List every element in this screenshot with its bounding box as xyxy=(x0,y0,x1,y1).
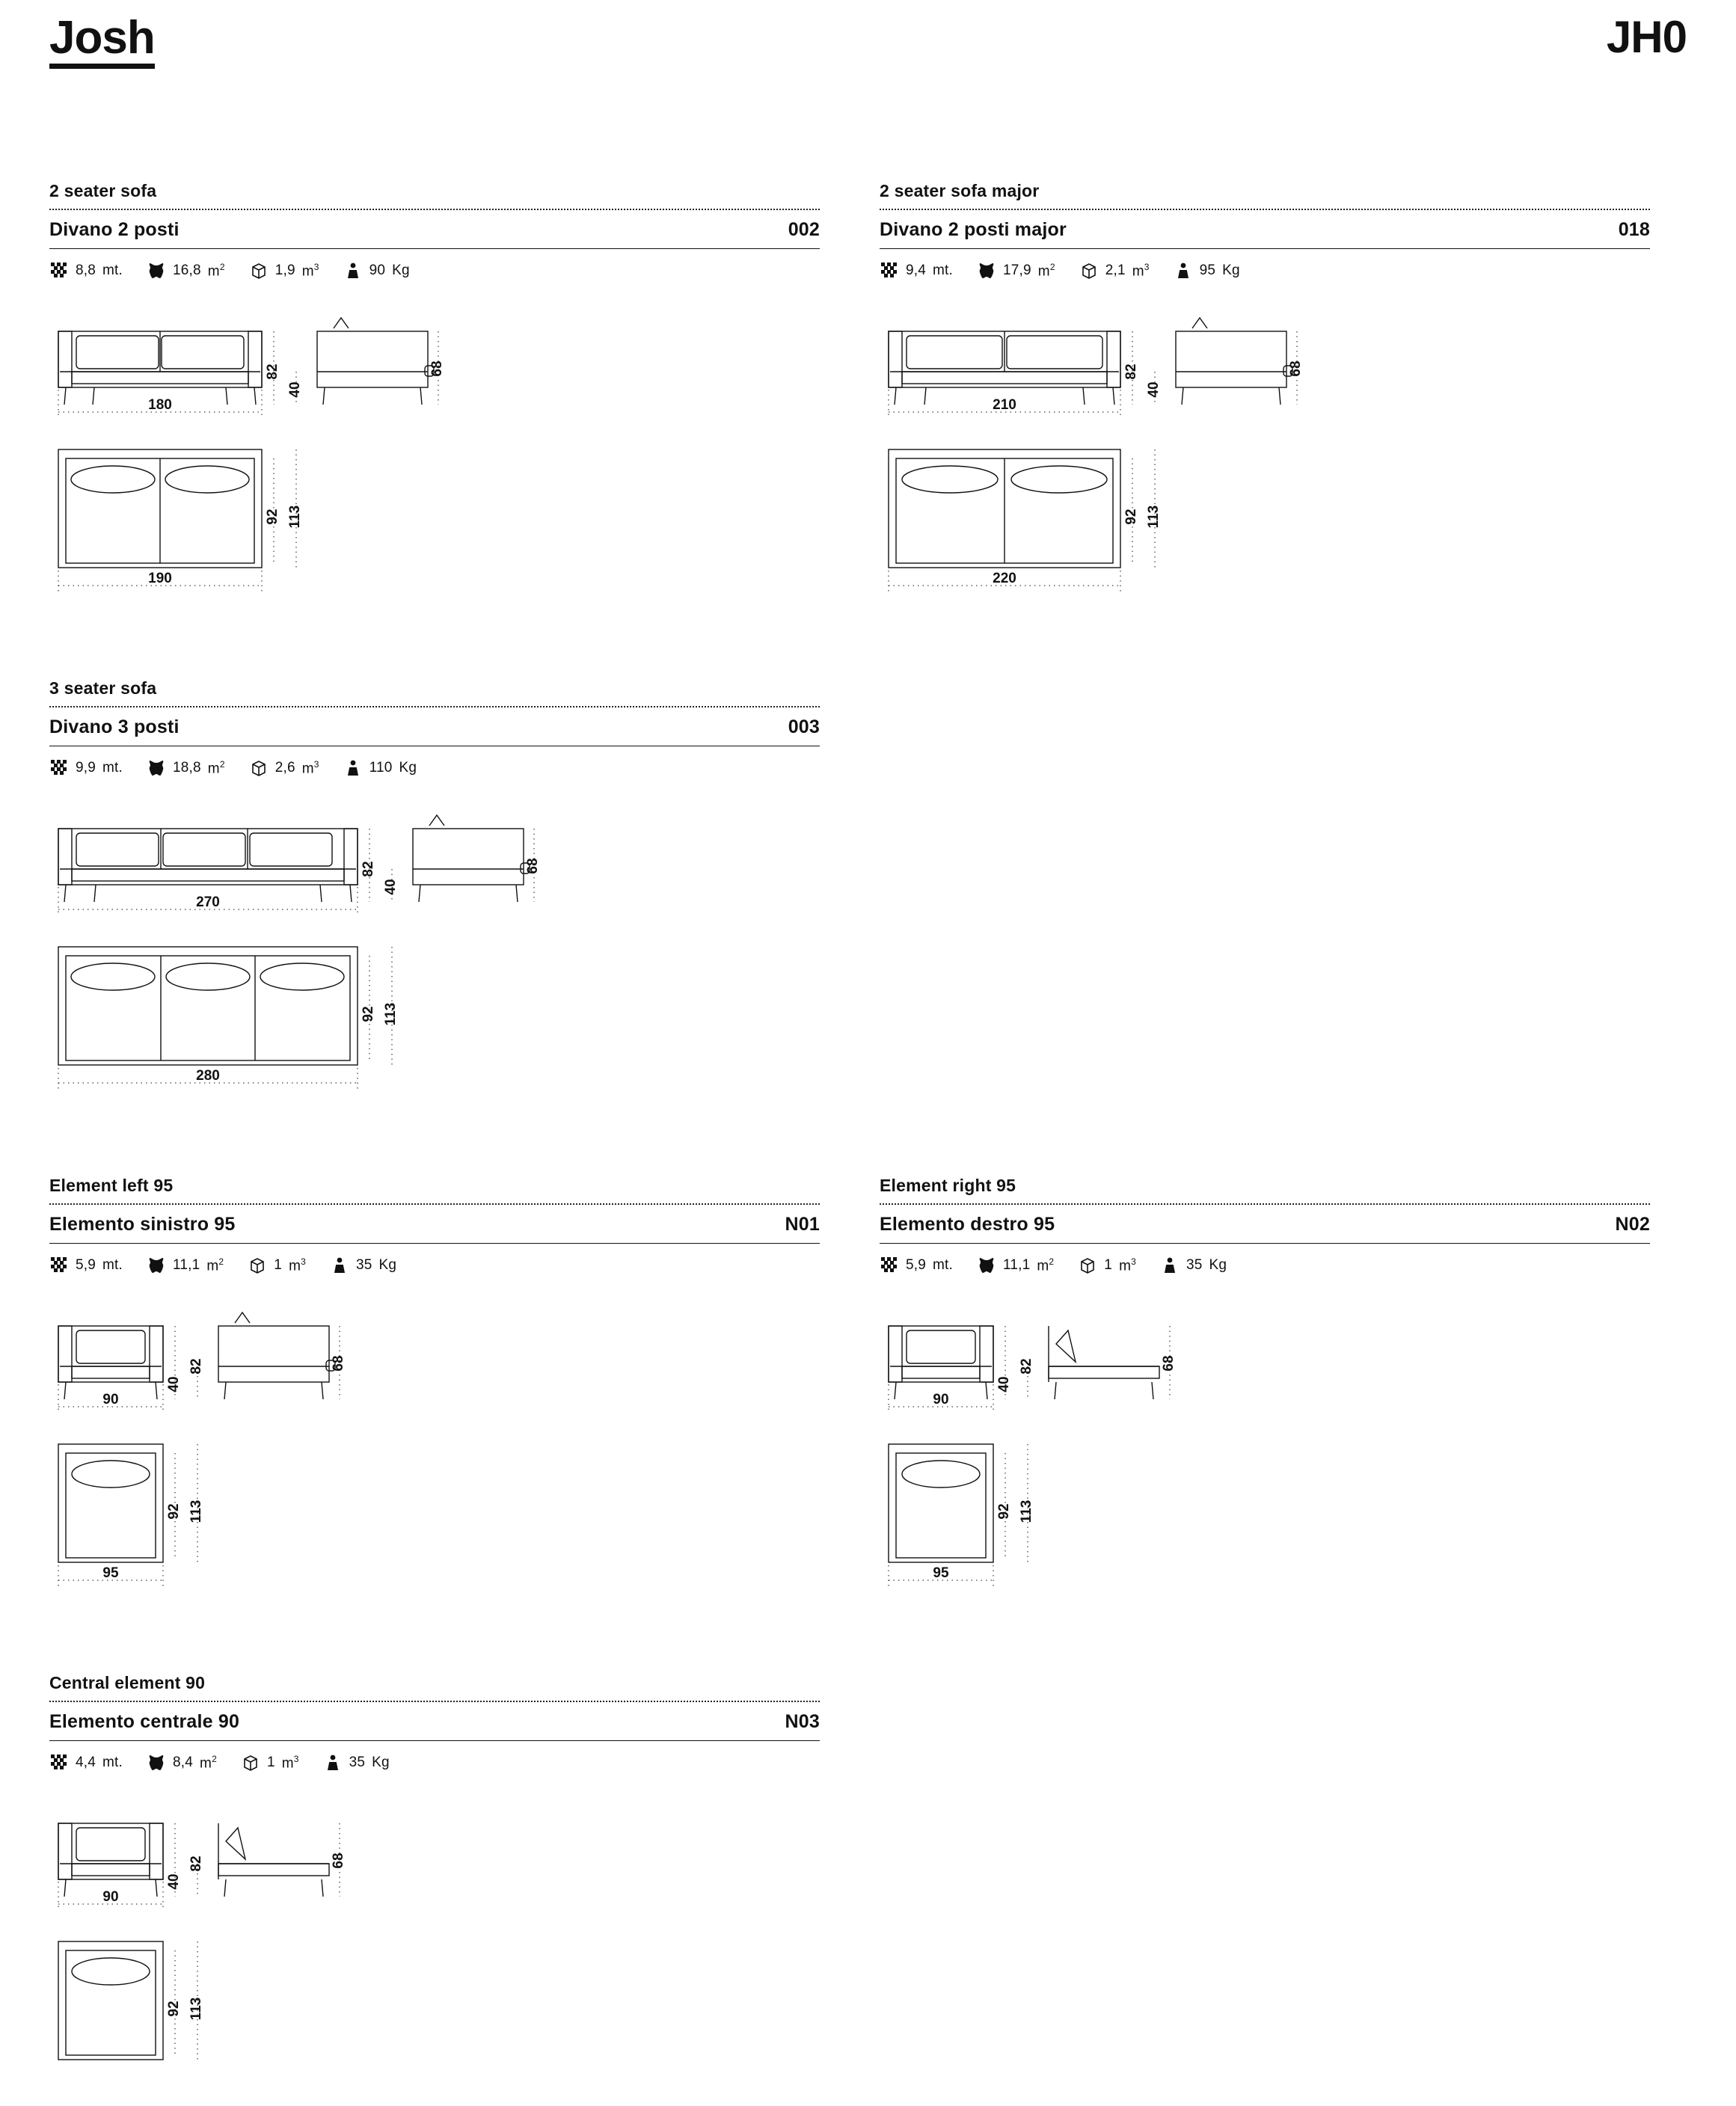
product-row xyxy=(49,181,1687,614)
product-row xyxy=(49,678,1687,1111)
spec-volume xyxy=(241,1753,299,1772)
product-subtitle-row xyxy=(880,1205,1650,1244)
dim-plan-width-n02: 95 xyxy=(933,1565,949,1582)
dim-plan-depth-inner-018: 92 xyxy=(1123,509,1139,525)
product-title-it: Divano 2 posti xyxy=(49,219,180,241)
collection-code: JH0 xyxy=(1606,12,1687,62)
spec-fabric-unit: mt. xyxy=(933,263,954,279)
product-code: N02 xyxy=(1615,1214,1650,1235)
dim-front-width-n03: 90 xyxy=(102,1889,119,1906)
fabric-icon xyxy=(880,261,899,280)
spec-leather-value: 8,4 xyxy=(173,1755,194,1771)
spec-fabric xyxy=(49,261,123,280)
dim-seat-height-018: 40 xyxy=(1146,381,1162,398)
spec-leather xyxy=(147,1256,224,1275)
product-code: 003 xyxy=(788,716,820,738)
dim-plan-depth-outer-002: 113 xyxy=(287,505,303,529)
product-title-en: Element right 95 xyxy=(880,1176,1650,1205)
spec-volume-value: 1 xyxy=(274,1257,283,1274)
spec-volume-value: 1 xyxy=(266,1755,275,1771)
spec-weight-value: 35 xyxy=(349,1755,366,1771)
dim-plan-depth-inner-003: 92 xyxy=(361,1006,376,1022)
product-title-it: Elemento centrale 90 xyxy=(49,1711,240,1733)
weight-icon xyxy=(323,1753,343,1772)
hide-icon xyxy=(147,758,166,778)
dim-back-height-n01: 82 xyxy=(188,1358,204,1375)
spec-volume-unit: $m^3$ xyxy=(281,1753,299,1772)
dim-seat-height-002: 40 xyxy=(287,381,303,398)
spec-weight xyxy=(330,1256,396,1275)
spec-volume-value: 1,9 xyxy=(274,263,295,279)
product-title-it: Divano 3 posti xyxy=(49,716,180,738)
spec-weight xyxy=(343,758,417,778)
product-code: 018 xyxy=(1618,219,1650,241)
spec-leather xyxy=(147,1753,217,1772)
dim-side-depth-n01: 68 xyxy=(331,1355,346,1372)
dim-front-width-018: 210 xyxy=(993,397,1016,414)
spec-fabric-unit: mt. xyxy=(102,263,123,279)
dim-front-width-n02: 90 xyxy=(933,1392,949,1408)
spec-leather xyxy=(977,1256,1054,1275)
spec-weight xyxy=(323,1753,390,1772)
technical-drawing-n03 xyxy=(49,1792,820,2061)
spec-leather-value: 17,9 xyxy=(1003,263,1031,279)
dim-front-width-n01: 90 xyxy=(102,1392,119,1408)
product-specs xyxy=(49,758,820,778)
dim-plan-depth-inner-n01: 92 xyxy=(166,1503,182,1520)
product-block-002 xyxy=(49,181,820,614)
weight-icon xyxy=(343,261,363,280)
technical-drawing-003 xyxy=(49,797,820,1111)
product-subtitle-row xyxy=(49,707,820,746)
product-block-n01 xyxy=(49,1176,820,1609)
product-block-003 xyxy=(49,678,820,1111)
dim-plan-depth-outer-n03: 113 xyxy=(188,1997,204,2021)
fabric-icon xyxy=(49,1256,69,1275)
product-code: N01 xyxy=(785,1214,820,1235)
product-subtitle-row xyxy=(49,1205,820,1244)
box-icon xyxy=(241,1753,260,1772)
dim-plan-depth-outer-018: 113 xyxy=(1146,505,1162,529)
dim-plan-width-003: 280 xyxy=(196,1068,220,1084)
hide-icon xyxy=(977,261,996,280)
spec-leather xyxy=(147,758,225,778)
product-specs xyxy=(49,1256,820,1275)
dim-back-height-018: 82 xyxy=(1123,363,1139,380)
product-title-it: Elemento destro 95 xyxy=(880,1214,1055,1235)
spec-volume xyxy=(248,1256,306,1275)
spec-weight-value: 35 xyxy=(355,1257,372,1274)
spec-leather-unit: $m^2$ xyxy=(1037,1256,1055,1274)
spec-weight-value: 95 xyxy=(1199,263,1216,279)
fabric-icon xyxy=(49,261,69,280)
dim-seat-height-n01: 40 xyxy=(166,1376,182,1393)
spec-volume-unit: $m^3$ xyxy=(1119,1256,1136,1274)
product-title-it: Elemento sinistro 95 xyxy=(49,1214,236,1235)
spec-leather xyxy=(977,261,1055,280)
spec-leather-value: 18,8 xyxy=(173,760,201,776)
product-title-en: 2 seater sofa xyxy=(49,181,820,210)
dim-seat-height-n03: 40 xyxy=(166,1873,182,1890)
product-specs xyxy=(49,1753,820,1772)
product-title-en: 2 seater sofa major xyxy=(880,181,1650,210)
spec-leather-unit: $m^2$ xyxy=(207,261,225,280)
hide-icon xyxy=(147,1753,166,1772)
spec-volume-unit: $m^3$ xyxy=(1132,261,1150,280)
spec-volume xyxy=(1079,261,1150,280)
spec-leather-value: 11,1 xyxy=(173,1257,200,1274)
spec-weight-unit: Kg xyxy=(378,1257,397,1274)
dim-plan-depth-outer-003: 113 xyxy=(383,1002,399,1026)
spec-fabric-unit: mt. xyxy=(102,1257,123,1274)
weight-icon xyxy=(1160,1256,1180,1275)
spec-volume-value: 1 xyxy=(1104,1257,1113,1274)
product-row xyxy=(49,1176,1687,1609)
box-icon xyxy=(248,1256,267,1275)
dim-plan-width-002: 190 xyxy=(148,571,172,587)
spec-volume-value: 2,6 xyxy=(274,760,295,776)
dim-seat-height-n02: 40 xyxy=(996,1376,1012,1393)
product-grid xyxy=(49,181,1687,2061)
spec-leather-value: 11,1 xyxy=(1003,1257,1031,1274)
product-subtitle-row xyxy=(49,1702,820,1741)
spec-fabric-unit: mt. xyxy=(102,760,123,776)
spec-fabric-value: 9,4 xyxy=(906,263,927,279)
hide-icon xyxy=(147,261,166,280)
dim-front-width-003: 270 xyxy=(196,894,220,911)
product-code: 002 xyxy=(788,219,820,241)
spec-weight-value: 110 xyxy=(369,760,393,776)
dim-plan-width-n01: 95 xyxy=(102,1565,119,1582)
spec-weight-value: 90 xyxy=(369,263,386,279)
spec-fabric xyxy=(49,758,123,778)
box-icon xyxy=(1078,1256,1097,1275)
product-code: N03 xyxy=(785,1711,820,1733)
dim-plan-depth-outer-n01: 113 xyxy=(188,1499,204,1523)
box-icon xyxy=(1079,261,1099,280)
product-specs xyxy=(49,261,820,280)
product-specs xyxy=(880,1256,1650,1275)
hide-icon xyxy=(977,1256,996,1275)
spec-fabric-unit: mt. xyxy=(102,1755,123,1771)
dim-plan-depth-inner-002: 92 xyxy=(265,509,280,525)
spec-weight xyxy=(1174,261,1240,280)
fabric-icon xyxy=(880,1256,899,1275)
dim-side-depth-n03: 68 xyxy=(331,1852,346,1869)
weight-icon xyxy=(330,1256,349,1275)
dim-back-height-002: 82 xyxy=(265,363,280,380)
product-subtitle-row xyxy=(49,210,820,249)
spec-volume xyxy=(1078,1256,1136,1275)
dim-plan-depth-inner-n03: 92 xyxy=(166,2001,182,2017)
spec-fabric-value: 5,9 xyxy=(76,1257,96,1274)
brand-title: Josh xyxy=(49,13,155,69)
spec-leather-value: 16,8 xyxy=(173,263,201,279)
spec-fabric xyxy=(49,1753,123,1772)
dim-back-height-n02: 82 xyxy=(1019,1358,1034,1375)
spec-weight xyxy=(343,261,410,280)
spec-volume-unit: $m^3$ xyxy=(301,261,319,280)
dim-plan-depth-outer-n02: 113 xyxy=(1019,1499,1034,1523)
dim-side-depth-003: 68 xyxy=(525,858,541,874)
spec-leather-unit: $m^2$ xyxy=(206,1256,224,1274)
fabric-icon xyxy=(49,758,69,778)
dim-side-depth-002: 68 xyxy=(429,360,445,377)
technical-drawing-n02 xyxy=(880,1295,1650,1609)
spec-fabric-value: 9,9 xyxy=(76,760,96,776)
dim-side-depth-n02: 68 xyxy=(1161,1355,1177,1372)
weight-icon xyxy=(343,758,363,778)
spec-volume-value: 2,1 xyxy=(1105,263,1126,279)
product-title-en: Element left 95 xyxy=(49,1176,820,1205)
spec-weight-unit: Kg xyxy=(392,263,410,279)
dim-plan-width-018: 220 xyxy=(993,571,1016,587)
weight-icon xyxy=(1174,261,1193,280)
technical-drawing-002 xyxy=(49,300,820,614)
dim-back-height-003: 82 xyxy=(361,861,376,877)
spec-volume-unit: $m^3$ xyxy=(289,1256,306,1274)
spec-volume-unit: $m^3$ xyxy=(301,758,319,777)
dim-back-height-n03: 82 xyxy=(188,1855,204,1872)
spec-fabric-value: 8,8 xyxy=(76,263,96,279)
dim-side-depth-018: 68 xyxy=(1288,360,1304,377)
product-block-n02 xyxy=(880,1176,1650,1609)
box-icon xyxy=(249,261,269,280)
spec-volume xyxy=(249,261,319,280)
spec-weight-value: 35 xyxy=(1186,1257,1203,1274)
spec-weight xyxy=(1160,1256,1227,1275)
product-title-en: Central element 90 xyxy=(49,1673,820,1702)
product-title-en: 3 seater sofa xyxy=(49,678,820,707)
fabric-icon xyxy=(49,1753,69,1772)
spec-fabric xyxy=(49,1256,123,1275)
spec-weight-unit: Kg xyxy=(372,1755,390,1771)
product-row xyxy=(49,1673,1687,2061)
product-block-n03 xyxy=(49,1673,820,2061)
dim-seat-height-003: 40 xyxy=(383,879,399,895)
hide-icon xyxy=(147,1256,166,1275)
spec-volume xyxy=(249,758,319,778)
box-icon xyxy=(249,758,269,778)
spec-weight-unit: Kg xyxy=(1209,1257,1227,1274)
product-specs xyxy=(880,261,1650,280)
product-subtitle-row xyxy=(880,210,1650,249)
spec-fabric-value: 4,4 xyxy=(76,1755,96,1771)
dim-plan-depth-inner-n02: 92 xyxy=(996,1503,1012,1520)
spec-leather-unit: $m^2$ xyxy=(1037,261,1055,280)
product-title-it: Divano 2 posti major xyxy=(880,219,1067,241)
spec-leather-unit: $m^2$ xyxy=(207,758,225,777)
spec-fabric xyxy=(880,261,953,280)
spec-weight-unit: Kg xyxy=(399,760,417,776)
spec-fabric-value: 5,9 xyxy=(906,1257,927,1274)
technical-drawing-018 xyxy=(880,300,1650,614)
spec-leather xyxy=(147,261,225,280)
spec-fabric xyxy=(880,1256,953,1275)
page-header xyxy=(49,0,1687,69)
product-block-018 xyxy=(880,181,1650,614)
dim-front-width-002: 180 xyxy=(148,397,172,414)
spec-weight-unit: Kg xyxy=(1222,263,1240,279)
spec-leather-unit: $m^2$ xyxy=(200,1753,217,1772)
technical-drawing-n01 xyxy=(49,1295,820,1609)
spec-fabric-unit: mt. xyxy=(933,1257,954,1274)
